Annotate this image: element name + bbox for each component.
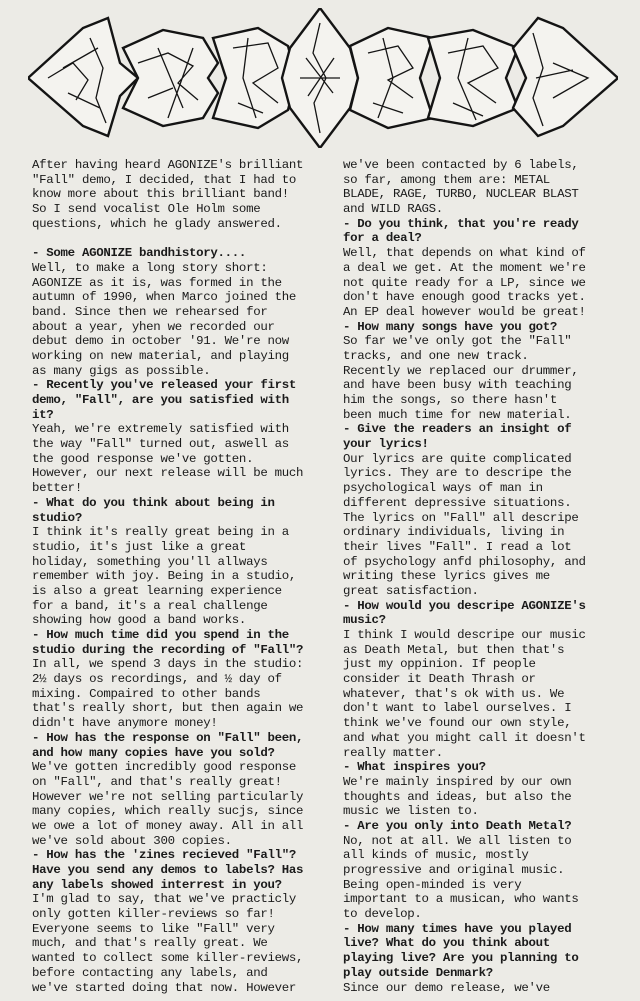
question-line: - Are you only into Death Metal?	[343, 818, 572, 833]
text-line: important to a musican, who wants	[343, 892, 579, 907]
text-line: all kinds of music, mostly	[343, 848, 529, 863]
text-line: We're mainly inspired by our own	[343, 774, 572, 789]
question-line: - How many songs have you got?	[343, 319, 558, 334]
question-line: studio?	[32, 510, 82, 525]
question-line: - How has the response on "Fall" been,	[32, 730, 304, 745]
text-line: ordinary individuals, living in	[343, 525, 565, 540]
text-line: and have been busy with teaching	[343, 378, 572, 393]
text-line: Recently we replaced our drummer,	[343, 363, 579, 378]
text-line: AGONIZE as it is, was formed in the	[32, 275, 282, 290]
text-line: wanted to collect some killer-reviews,	[32, 951, 304, 966]
text-line: much, and that's really great. We	[32, 936, 268, 951]
text-line: We've gotten incredibly good response	[32, 760, 297, 775]
text-line: their lives "Fall". I read a lot	[343, 539, 572, 554]
text-line: whatever, that's ok with us. We	[343, 686, 565, 701]
question-line: - How much time did you spend in the	[32, 628, 289, 642]
question-line: - How many times have you played	[343, 921, 572, 936]
text-line: we've been contacted by 6 labels,	[343, 158, 579, 172]
question-line: demo, "Fall", are you satisfied with	[32, 393, 289, 407]
question-line: Have you send any demos to labels? Has	[32, 863, 304, 877]
text-line: many copies, which really sucjs, since	[32, 804, 304, 819]
text-line: better!	[32, 481, 82, 496]
text-line: BLADE, RAGE, TURBO, NUCLEAR BLAST	[343, 187, 579, 202]
question-line: - Do you think, that you're ready	[343, 216, 579, 231]
text-line: lyrics. They are to descripe the	[343, 466, 572, 481]
text-line: Everyone seems to like "Fall" very	[32, 921, 275, 936]
text-line: working on new material, and playing	[32, 348, 289, 363]
text-line: mixing. Compaired to other bands	[32, 686, 261, 701]
text-line: questions, which he glady answered.	[32, 216, 282, 231]
text-line: the good response we've gotten.	[32, 451, 254, 466]
question-line: playing live? Are you planning to	[343, 951, 579, 966]
text-line: only gotten killer-reviews so far!	[32, 907, 275, 922]
text-line: not quite ready for a LP, since we	[343, 275, 586, 290]
text-line: writing these lyrics gives me	[343, 569, 550, 584]
text-line: great satisfaction.	[343, 583, 479, 598]
text-line: the way "Fall" turned out, aswell as	[32, 437, 289, 452]
text-line: Well, to make a long story short:	[32, 260, 268, 275]
text-line: So far we've only got the "Fall"	[343, 334, 572, 349]
text-line: different depressive situations.	[343, 495, 572, 510]
text-line: Since our demo release, we've	[343, 980, 550, 995]
question-line: - Give the readers an insight of	[343, 422, 572, 437]
text-line: didn't have anymore money!	[32, 716, 218, 731]
text-line: tracks, and one new track.	[343, 348, 529, 363]
text-line: I think I would descripe our music	[343, 628, 586, 642]
text-line: An EP deal however would be great!	[343, 304, 586, 319]
text-line: so far, among them are: METAL	[343, 172, 550, 187]
text-line: of psychology anfd philosophy, and	[343, 554, 586, 569]
text-line: as many gigs as possible.	[32, 363, 211, 378]
text-line: and WILD RAGS.	[343, 202, 443, 217]
question-line: - What do you think about being in	[32, 495, 275, 510]
text-line: Well, that depends on what kind of	[343, 246, 586, 261]
text-line: Our lyrics are quite complicated	[343, 451, 572, 466]
text-line: we've started doing that now. However	[32, 980, 297, 995]
text-line: Yeah, we're extremely satisfied with	[32, 422, 289, 437]
text-line: we owe a lot of money away. All in all	[32, 818, 304, 833]
text-line: band. Since then we rehearsed for	[32, 304, 268, 319]
text-line: a deal we get. At the moment we're	[343, 260, 586, 275]
text-line: really matter.	[343, 745, 443, 760]
question-line: - Some AGONIZE bandhistory....	[32, 246, 247, 261]
text-line: as Death Metal, but then that's	[343, 642, 565, 657]
question-line: any labels showed interrest in you?	[32, 877, 282, 892]
text-line: thoughts and ideas, but also the	[343, 789, 572, 804]
text-line: The lyrics on "Fall" all descripe	[343, 510, 579, 525]
text-line: before contacting any labels, and	[32, 965, 268, 980]
text-line: debut demo in october '91. We're now	[32, 334, 289, 349]
text-line: Being open-minded is very	[343, 877, 522, 892]
text-line: know more about this brilliant band!	[32, 187, 289, 202]
question-line: live? What do you think about	[343, 936, 550, 951]
text-line: about a year, yhen we recorded our	[32, 319, 275, 334]
text-line: been much time for new material.	[343, 407, 572, 422]
text-line: However we're not selling particularly	[32, 789, 304, 804]
text-line: autumn of 1990, when Marco joined the	[32, 290, 297, 305]
text-line: think we've found our own style,	[343, 716, 572, 731]
text-line: I'm glad to say, that we've practicly	[32, 892, 297, 907]
question-line: - Recently you've released your first	[32, 378, 297, 393]
question-line: for a deal?	[343, 231, 422, 246]
text-line: progressive and original music.	[343, 863, 565, 877]
text-line: psychological ways of man in	[343, 481, 543, 496]
question-line: it?	[32, 407, 54, 422]
band-logo-icon	[28, 8, 618, 148]
text-line: him the songs, so there hasn't	[343, 393, 558, 407]
text-line: remember with joy. Being in a studio,	[32, 569, 297, 584]
text-line: consider it Death Thrash or	[343, 672, 536, 687]
question-line: your lyrics!	[343, 437, 429, 452]
question-line: studio during the recording of "Fall"?	[32, 642, 304, 657]
text-line: No, not at all. We all listen to	[343, 833, 572, 848]
text-line: studio, it's just like a great	[32, 539, 247, 554]
text-line: So I send vocalist Ole Holm some	[32, 202, 261, 217]
text-line: After having heard AGONIZE's brilliant	[32, 158, 304, 172]
text-line: holiday, something you'll allways	[32, 554, 268, 569]
text-line: don't have enough good tracks yet.	[343, 290, 586, 305]
text-line: I think it's really great being in a	[32, 525, 289, 540]
question-line: music?	[343, 613, 386, 628]
right-column	[343, 158, 633, 995]
text-line	[32, 231, 322, 246]
text-line: is also a great learning experience	[32, 583, 282, 598]
question-line: and how many copies have you sold?	[32, 745, 275, 760]
text-line: and what you might call it doesn't	[343, 730, 586, 745]
text-line: to develop.	[343, 907, 422, 922]
text-line: that's really short, but then again we	[32, 701, 304, 716]
text-line: we've sold about 300 copies.	[32, 833, 232, 848]
text-line: for a band, it's a real challenge	[32, 598, 268, 613]
text-line: on "Fall", and that's really great!	[32, 774, 282, 789]
text-line: just my oppinion. If people	[343, 657, 536, 672]
text-line: music we listen to.	[343, 804, 479, 819]
question-line: - What inspires you?	[343, 760, 486, 775]
text-line: showing how good a band works.	[32, 613, 247, 628]
text-line: 2½ days os recordings, and ½ day of	[32, 672, 282, 687]
text-line: In all, we spend 3 days in the studio:	[32, 657, 304, 672]
text-line: "Fall" demo, I decided, that I had to	[32, 172, 297, 187]
left-column	[32, 158, 322, 995]
question-line: - How has the 'zines recieved "Fall"?	[32, 848, 297, 863]
question-line: - How would you descripe AGONIZE's	[343, 598, 586, 613]
question-line: play outside Denmark?	[343, 965, 493, 980]
text-line: don't want to label ourselves. I	[343, 701, 572, 716]
text-line: However, our next release will be much	[32, 466, 304, 481]
